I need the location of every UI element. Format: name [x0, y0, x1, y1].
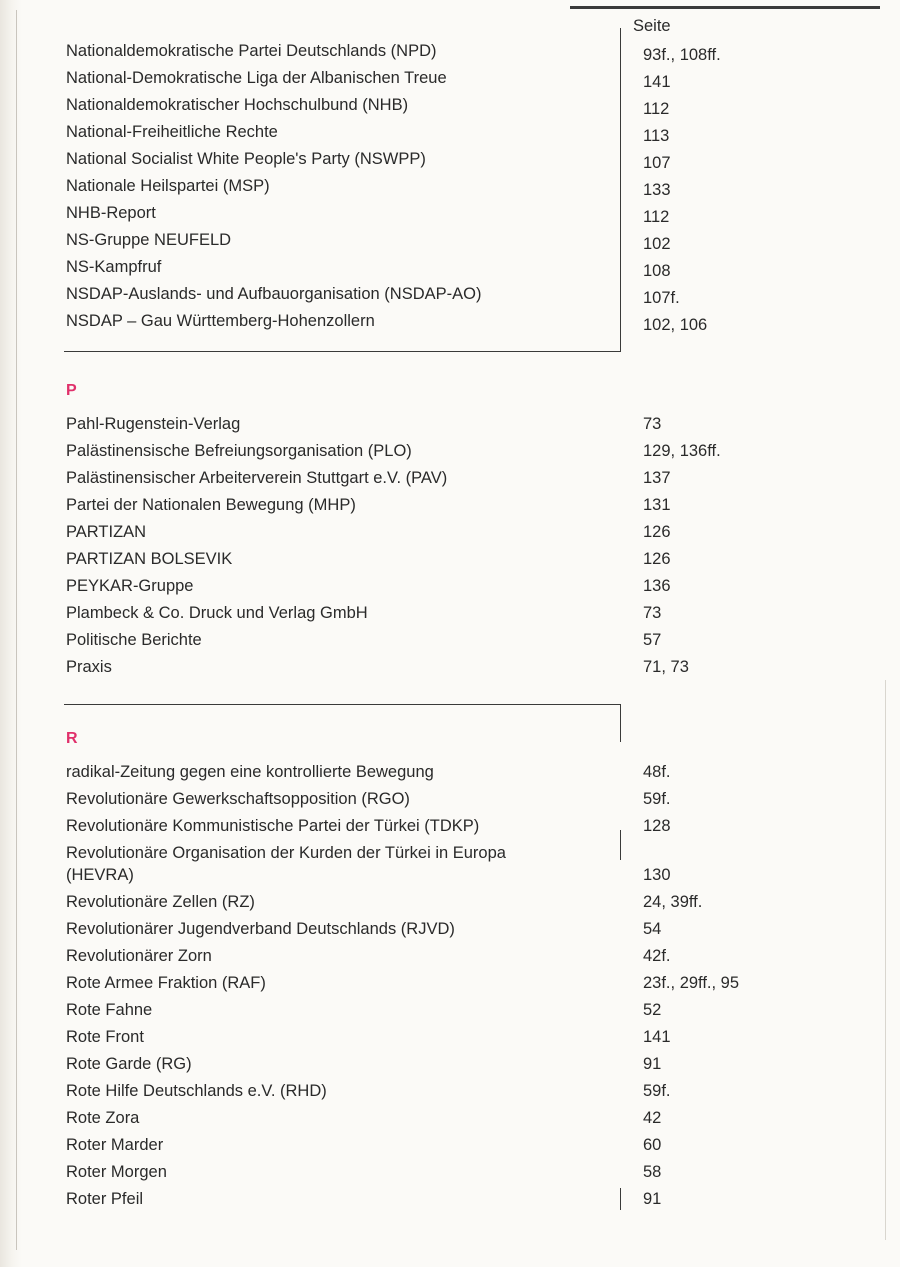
index-entry-pages: 128: [643, 817, 671, 835]
index-entry-pages: 133: [643, 181, 671, 199]
section-letter: P: [66, 382, 77, 399]
index-entry-pages: 57: [643, 631, 662, 649]
index-entry-pages: 126: [643, 523, 671, 541]
index-entry-pages: 59f.: [643, 1082, 671, 1100]
index-entry-pages: 102: [643, 235, 671, 253]
index-entry-name: Partei der Nationalen Bewegung (MHP): [66, 496, 356, 514]
index-entry-name: PARTIZAN BOLSEVIK: [66, 550, 233, 568]
column-rule: [620, 830, 621, 860]
index-entry-pages: 93f., 108ff.: [643, 46, 721, 64]
index-entry-name: Palästinensischer Arbeiterverein Stuttgart e.V. (PAV): [66, 469, 448, 487]
column-rule: [620, 1188, 621, 1210]
index-entry-pages: 23f., 29ff., 95: [643, 974, 740, 992]
index-entry-pages: 42f.: [643, 947, 671, 965]
seite-column-header: Seite: [633, 17, 671, 35]
column-rule: [620, 28, 621, 352]
index-entry-name: Revolutionärer Zorn: [66, 947, 212, 965]
index-entry-pages: 52: [643, 1001, 662, 1019]
section-divider: [64, 351, 620, 352]
index-entry-name: Rote Armee Fraktion (RAF): [66, 974, 266, 992]
index-entry-name: (HEVRA): [66, 866, 134, 884]
index-entry-name: radikal-Zeitung gegen eine kontrollierte Bewegung: [66, 763, 434, 781]
index-entry-pages: 91: [643, 1190, 662, 1208]
index-entry-name: Revolutionäre Kommunistische Partei der Türkei (TDKP): [66, 817, 480, 835]
section-divider: [64, 704, 620, 705]
index-entry-pages: 112: [643, 100, 670, 118]
index-entry-pages: 48f.: [643, 763, 671, 781]
index-entry-name: Revolutionärer Jugendverband Deutschlands (RJVD): [66, 920, 455, 938]
index-entry-name: Revolutionäre Organisation der Kurden der Türkei in Europa: [66, 844, 506, 862]
index-entry-pages: 108: [643, 262, 671, 280]
index-entry-pages: 58: [643, 1163, 662, 1181]
index-entry-pages: 137: [643, 469, 671, 487]
index-entry-pages: 136: [643, 577, 671, 595]
index-entry-pages: 91: [643, 1055, 662, 1073]
index-entry-name: National-Demokratische Liga der Albanischen Treue: [66, 69, 447, 87]
index-entry-name: PARTIZAN: [66, 523, 147, 541]
index-entry-pages: 42: [643, 1109, 662, 1127]
index-entry-name: Roter Morgen: [66, 1163, 167, 1181]
index-entry-name: Roter Pfeil: [66, 1190, 144, 1208]
index-entry-name: NS-Kampfruf: [66, 258, 162, 276]
index-entry-pages: 130: [643, 866, 671, 884]
index-entry-pages: 60: [643, 1136, 662, 1154]
index-entry-pages: 59f.: [643, 790, 671, 808]
index-entry-name: Rote Hilfe Deutschlands e.V. (RHD): [66, 1082, 327, 1100]
index-entry-pages: 107: [643, 154, 671, 172]
index-entry-pages: 73: [643, 415, 662, 433]
index-entry-name: Nationaldemokratische Partei Deutschlands (NPD): [66, 42, 437, 60]
index-entry-name: Roter Marder: [66, 1136, 164, 1154]
index-entry-name: Rote Garde (RG): [66, 1055, 192, 1073]
index-entry-name: Praxis: [66, 658, 112, 676]
index-entry-name: Revolutionäre Zellen (RZ): [66, 893, 255, 911]
index-entry-pages: 113: [643, 127, 670, 145]
index-entry-name: Rote Front: [66, 1028, 144, 1046]
index-entry-pages: 24, 39ff.: [643, 893, 703, 911]
index-entry-pages: 54: [643, 920, 662, 938]
index-entry-pages: 126: [643, 550, 671, 568]
index-entry-name: Nationale Heilspartei (MSP): [66, 177, 270, 195]
index-entry-pages: 141: [643, 73, 671, 91]
index-entry-pages: 71, 73: [643, 658, 689, 676]
index-entry-pages: 102, 106: [643, 316, 708, 334]
index-entry-name: Palästinensische Befreiungsorganisation (PLO): [66, 442, 412, 460]
index-entry-name: NHB-Report: [66, 204, 156, 222]
index-entry-name: PEYKAR-Gruppe: [66, 577, 194, 595]
index-entry-name: Rote Zora: [66, 1109, 140, 1127]
column-rule: [620, 704, 621, 742]
section-letter: R: [66, 730, 78, 747]
index-entry-name: NSDAP – Gau Württemberg-Hohenzollern: [66, 312, 375, 330]
index-entry-name: Politische Berichte: [66, 631, 202, 649]
index-entry-pages: 73: [643, 604, 662, 622]
index-entry-name: Revolutionäre Gewerkschaftsopposition (RGO): [66, 790, 410, 808]
index-entry-name: Nationaldemokratischer Hochschulbund (NHB): [66, 96, 409, 114]
index-entry-pages: 129, 136ff.: [643, 442, 721, 460]
index-entry-name: Pahl-Rugenstein-Verlag: [66, 415, 241, 433]
index-entry-name: NSDAP-Auslands- und Aufbauorganisation (NSDAP-AO): [66, 285, 482, 303]
index-entry-name: Rote Fahne: [66, 1001, 153, 1019]
top-rule: [570, 6, 880, 9]
index-entry-pages: 141: [643, 1028, 671, 1046]
index-entry-name: National Socialist White People's Party (NSWPP): [66, 150, 426, 168]
index-entry-pages: 107f.: [643, 289, 680, 307]
index-entry-name: National-Freiheitliche Rechte: [66, 123, 278, 141]
index-entry-name: NS-Gruppe NEUFELD: [66, 231, 232, 249]
index-entry-name: Plambeck & Co. Druck und Verlag GmbH: [66, 604, 368, 622]
index-entry-pages: 131: [643, 496, 671, 514]
index-entry-pages: 112: [643, 208, 670, 226]
